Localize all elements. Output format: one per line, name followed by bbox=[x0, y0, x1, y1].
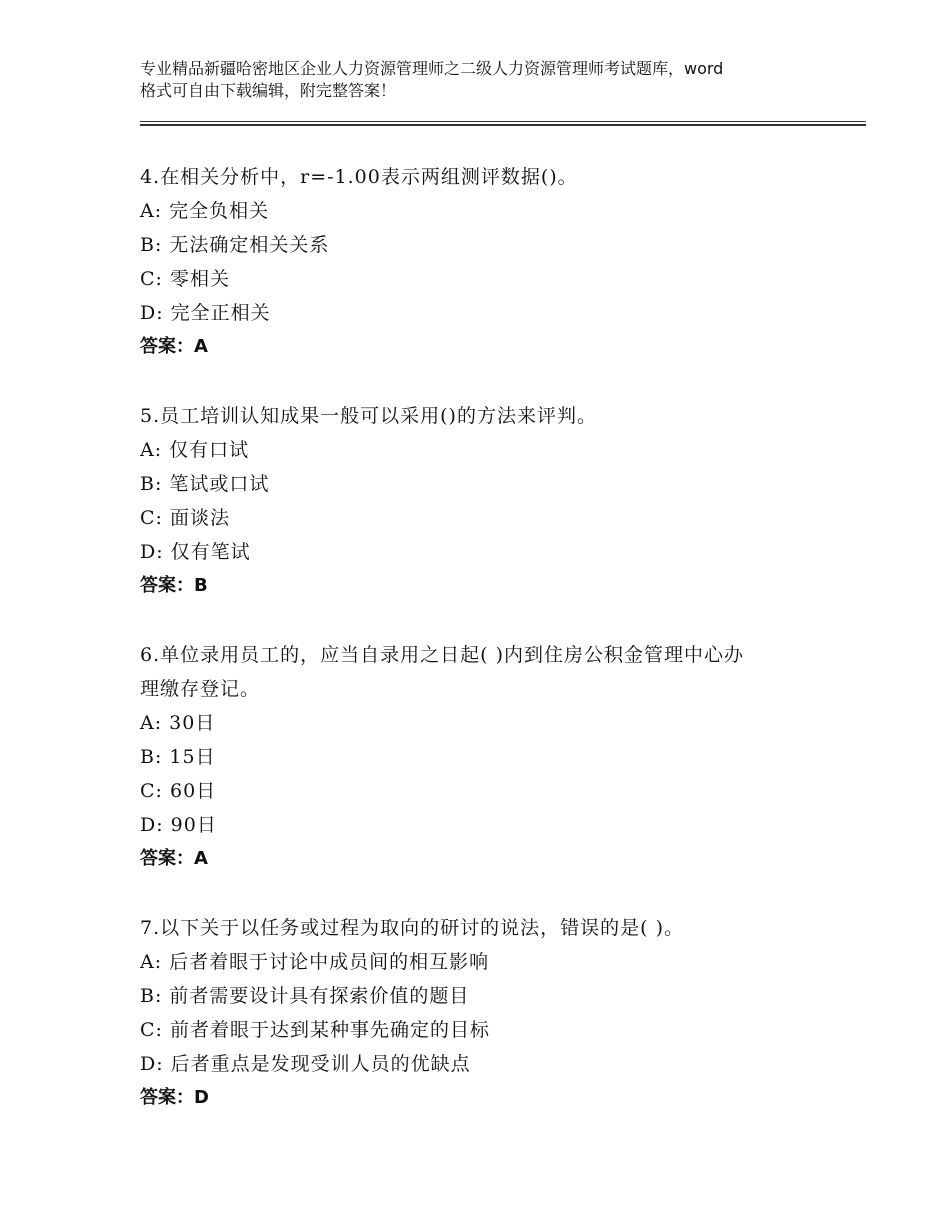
option-c: C: 前者着眼于达到某种事先确定的目标 bbox=[140, 1019, 490, 1041]
option-a: A: 30日 bbox=[140, 712, 216, 734]
header-divider-thin bbox=[140, 121, 866, 122]
header-divider-thick bbox=[140, 124, 866, 126]
question-5 bbox=[140, 399, 840, 603]
question-text-continued: 理缴存登记。 bbox=[140, 678, 261, 700]
question-4 bbox=[140, 160, 840, 364]
option-a: A: 完全负相关 bbox=[140, 200, 270, 222]
question-6 bbox=[140, 638, 840, 876]
option-a: A: 后者着眼于讨论中成员间的相互影响 bbox=[140, 951, 490, 973]
answer-label: 答案：B bbox=[140, 575, 208, 596]
header-line-2: 格式可自由下载编辑，附完整答案！ bbox=[140, 81, 397, 100]
header-line-1: 专业精品新疆哈密地区企业人力资源管理师之二级人力资源管理师考试题库，word bbox=[140, 59, 724, 78]
question-text: 5.员工培训认知成果一般可以采用()的方法来评判。 bbox=[140, 405, 597, 427]
answer-label: 答案：A bbox=[140, 848, 208, 869]
document-header bbox=[140, 58, 840, 102]
question-text: 6.单位录用员工的，应当自录用之日起( )内到住房公积金管理中心办 bbox=[140, 644, 744, 666]
option-b: B: 无法确定相关关系 bbox=[140, 234, 330, 256]
answer-label: 答案：D bbox=[140, 1087, 209, 1108]
answer-label: 答案：A bbox=[140, 336, 208, 357]
option-d: D: 仅有笔试 bbox=[140, 541, 251, 563]
option-b: B: 笔试或口试 bbox=[140, 473, 270, 495]
question-text: 7.以下关于以任务或过程为取向的研讨的说法，错误的是( )。 bbox=[140, 917, 684, 939]
question-7 bbox=[140, 911, 840, 1115]
option-b: B: 前者需要设计具有探索价值的题目 bbox=[140, 985, 470, 1007]
option-b: B: 15日 bbox=[140, 746, 216, 768]
option-d: D: 90日 bbox=[140, 814, 217, 836]
question-text: 4.在相关分析中，r=-1.00表示两组测评数据()。 bbox=[140, 166, 578, 188]
option-c: C: 面谈法 bbox=[140, 507, 230, 529]
option-c: C: 零相关 bbox=[140, 268, 230, 290]
option-a: A: 仅有口试 bbox=[140, 439, 250, 461]
option-c: C: 60日 bbox=[140, 780, 217, 802]
option-d: D: 完全正相关 bbox=[140, 302, 271, 324]
option-d: D: 后者重点是发现受训人员的优缺点 bbox=[140, 1053, 471, 1075]
